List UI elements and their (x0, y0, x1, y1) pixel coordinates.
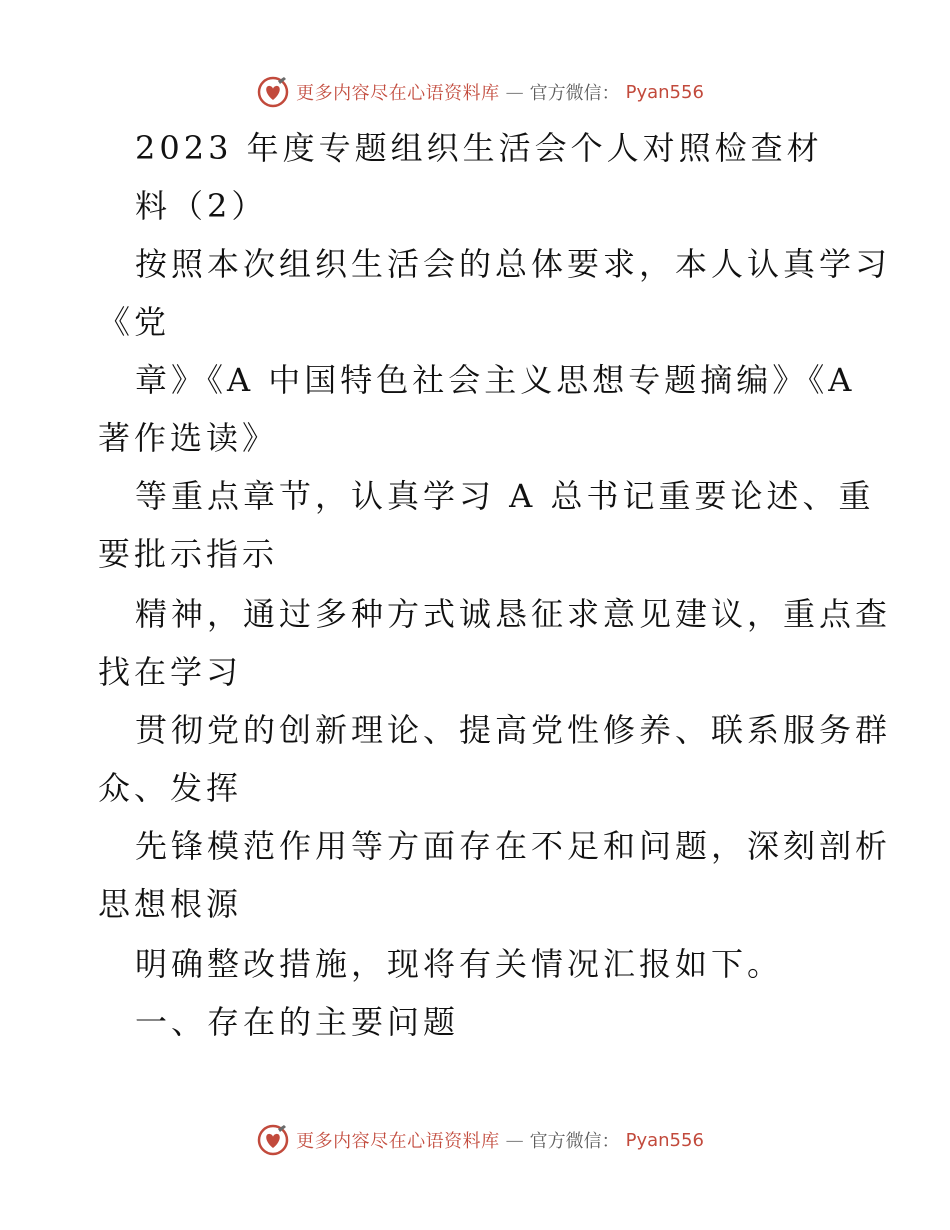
paragraph-line: 《党 (98, 303, 171, 341)
watermark-text: 更多内容尽在心语资料库 (296, 1131, 500, 1152)
paragraph-line: 要批示指示 (98, 535, 279, 573)
watermark-official-label: 官方微信： (529, 83, 620, 104)
watermark-dash: — (505, 81, 524, 103)
heart-pen-logo-icon (256, 75, 290, 109)
paragraph-line: 精神，通过多种方式诚恳征求意见建议，重点查 (135, 595, 892, 633)
paragraph-line: 等重点章节，认真学习 A 总书记重要论述、重 (135, 477, 875, 515)
header-watermark (0, 72, 950, 112)
paragraph-line: 著作选读》 (98, 419, 279, 457)
watermark-official-label: 官方微信： (529, 1131, 620, 1152)
watermark-dash: — (505, 1129, 524, 1151)
paragraph-line: 章》《A 中国特色社会主义思想专题摘编》《A (135, 361, 856, 399)
document-title-line-2: 料（2） (135, 187, 268, 225)
paragraph-line: 贯彻党的创新理论、提高党性修养、联系服务群 (135, 711, 892, 749)
paragraph-line: 众、发挥 (98, 769, 243, 807)
document-title-line-1: 2023 年度专题组织生活会个人对照检查材 (135, 129, 823, 167)
watermark-wechat-handle: Pyan556 (625, 81, 704, 103)
watermark-wechat-handle: Pyan556 (625, 1129, 704, 1151)
section-heading: 一、存在的主要问题 (135, 1003, 460, 1041)
paragraph-line: 思想根源 (98, 885, 243, 923)
paragraph-line: 明确整改措施，现将有关情况汇报如下。 (135, 945, 784, 983)
paragraph-line: 按照本次组织生活会的总体要求，本人认真学习 (135, 245, 892, 283)
footer-watermark (0, 1120, 950, 1160)
watermark-text: 更多内容尽在心语资料库 (296, 83, 500, 104)
heart-pen-logo-icon (256, 1123, 290, 1157)
paragraph-line: 找在学习 (98, 653, 243, 691)
paragraph-line: 先锋模范作用等方面存在不足和问题，深刻剖析 (135, 827, 892, 865)
